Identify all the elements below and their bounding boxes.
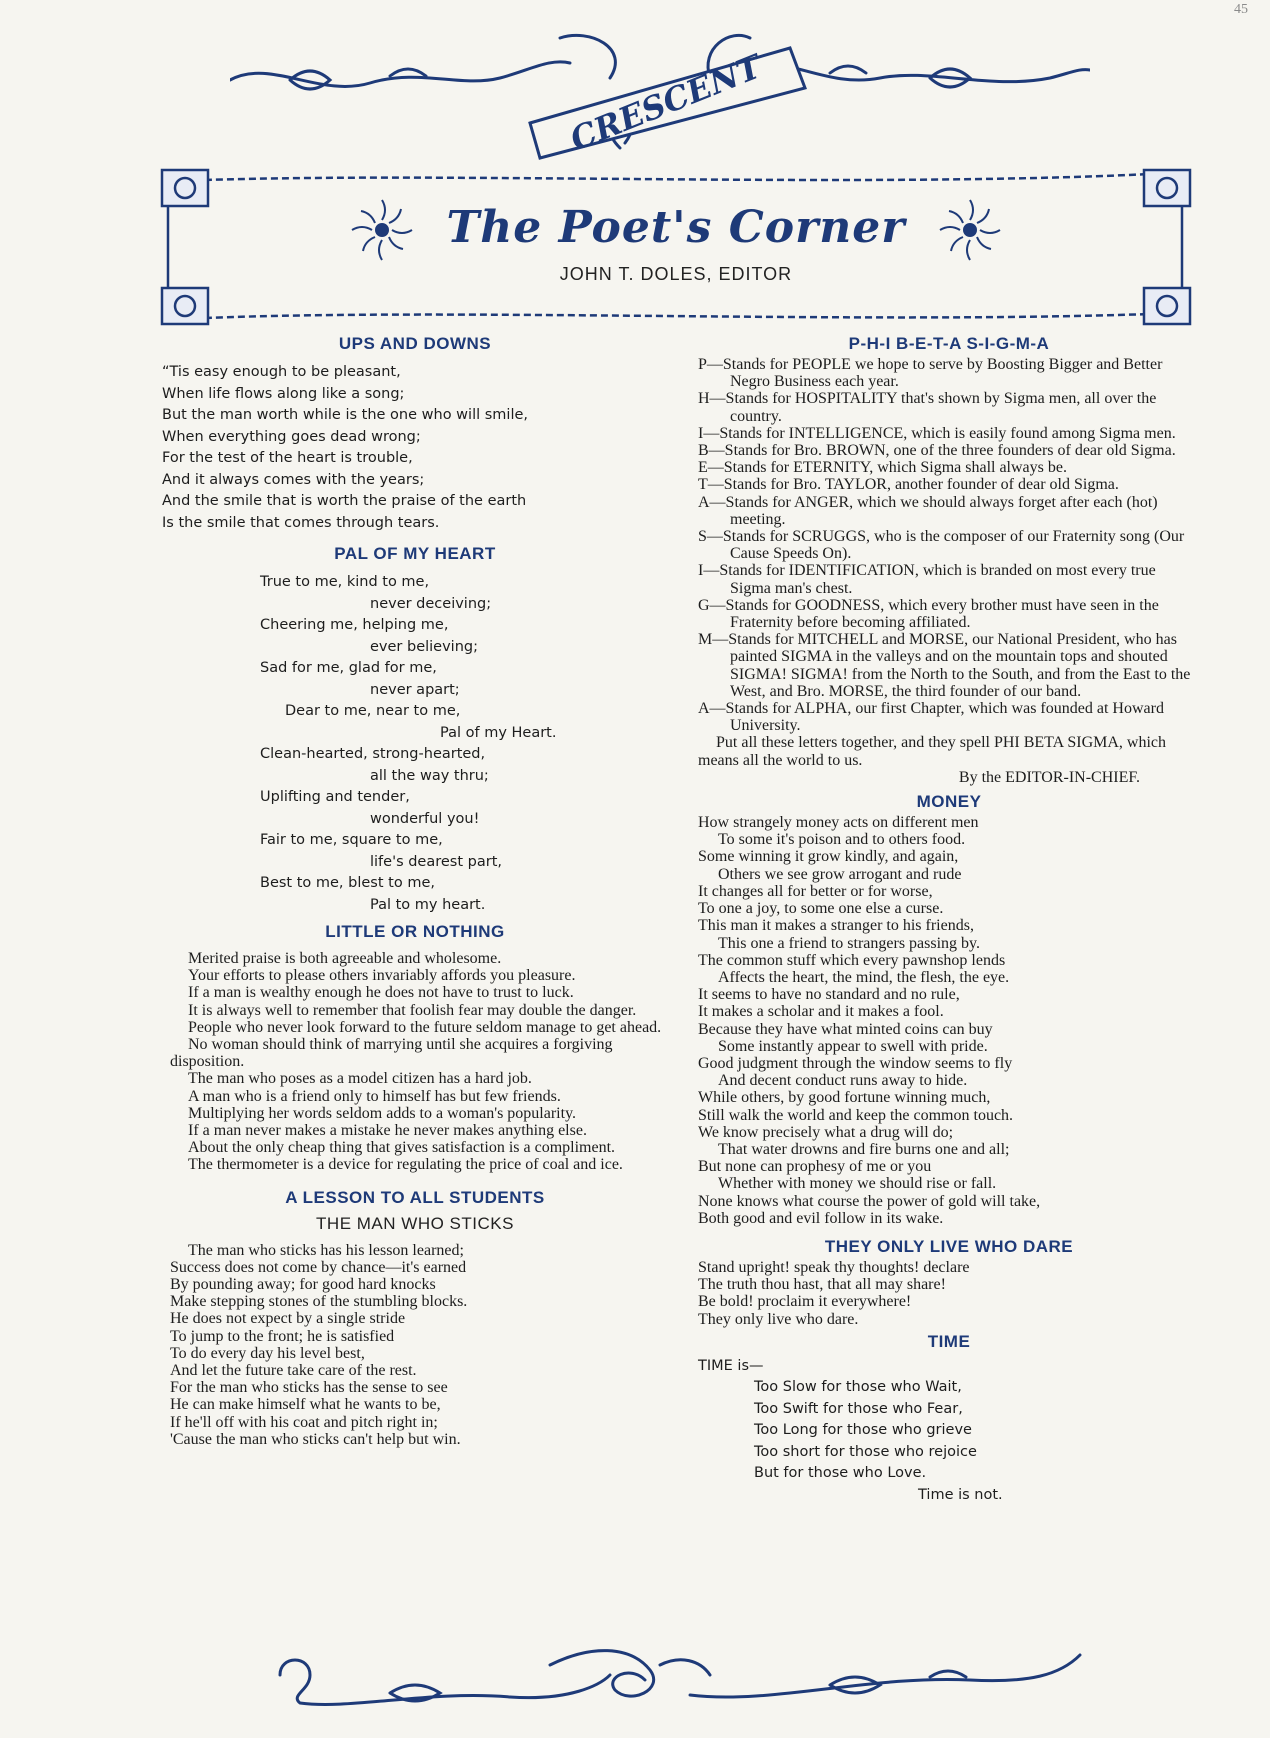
poem-line: True to me, kind to me, (260, 574, 430, 590)
poem-line: Make stepping stones of the stumbling blocks. (170, 1293, 468, 1311)
phi-beta-sigma-title: P-H-I B-E-T-A S-I-G-M-A (848, 334, 1050, 353)
page-number: 45 (1234, 2, 1248, 17)
poem-line: Still walk the world and keep the common touch. (698, 1106, 1014, 1124)
poem-line: By pounding away; for good hard knocks (170, 1276, 436, 1294)
poets-corner-banner (160, 168, 1192, 326)
poem-line: This one a friend to strangers passing by. (718, 934, 981, 952)
money-title: MONEY (916, 792, 982, 812)
little-or-nothing-paragraphs (160, 950, 670, 1174)
poem-line: Fair to me, square to me, (260, 832, 443, 848)
poem-line: Uplifting and tender, (260, 789, 410, 805)
poem-line: Be bold! proclaim it everywhere! (698, 1293, 912, 1311)
crescent-masthead-ornament (230, 18, 1090, 168)
poem-line: Because they have what minted coins can buy (698, 1020, 993, 1038)
poem-line: The common stuff which every pawnshop lends (698, 951, 1006, 969)
poem-line: He can make himself what he wants to be, (170, 1396, 441, 1414)
lesson-title: A LESSON TO ALL STUDENTS (285, 1187, 545, 1207)
lesson-poem (160, 1242, 670, 1448)
paragraph: People who never look forward to the future seldom manage to get ahead. (188, 1018, 662, 1036)
acrostic-entry: E—Stands for ETERNITY, which Sigma shall always be. (698, 459, 1067, 477)
poem-line: Good judgment through the window seems to fly (698, 1054, 1013, 1072)
acrostic-closing: Put all these letters together, and they spell PHI BETA SIGMA, which means all the world to us. (698, 734, 1167, 769)
acrostic-entry: I—Stands for INTELLIGENCE, which is easily found among Sigma men. (698, 424, 1176, 442)
poem-line: It seems to have no standard and no rule, (698, 986, 960, 1004)
acrostic-entry: B—Stands for Bro. BROWN, one of the three founders of dear old Sigma. (698, 442, 1176, 460)
poem-line: Dear to me, near to me, (285, 703, 461, 719)
paragraph: No woman should think of marrying until she acquires a forgiving disposition. (170, 1036, 613, 1071)
paragraph: The man who poses as a model citizen has a hard job. (188, 1070, 532, 1088)
poem-line: Too Swift for those who Fear, (754, 1400, 963, 1417)
ups-and-downs-title: UPS AND DOWNS (338, 334, 492, 353)
poem-line: Stand upright! speak thy thoughts! declare (698, 1258, 970, 1276)
poem-line: He does not expect by a single stride (170, 1310, 406, 1328)
poem-line: Some instantly appear to swell with pride. (718, 1037, 988, 1055)
poem-line: For the test of the heart is trouble, (162, 450, 413, 466)
poem-line: Some winning it grow kindly, and again, (698, 848, 959, 866)
svg-text:CRESCENT: CRESCENT (564, 47, 767, 159)
poem-line: Too short for those who rejoice (754, 1443, 977, 1460)
poem-line: When everything goes dead wrong; (162, 428, 421, 445)
ups-and-downs-poem (160, 362, 670, 534)
poem-line: The man who sticks has his lesson learned; (188, 1241, 464, 1259)
poem-line: For the man who sticks has the sense to see (170, 1379, 448, 1397)
poem-line: life's dearest part, (370, 853, 503, 870)
poem-line: never deceiving; (370, 595, 492, 612)
acrostic-entry: I—Stands for IDENTIFICATION, which is branded on most every true Sigma man's chest. (698, 562, 1156, 597)
poem-line: How strangely money acts on different men (698, 814, 979, 832)
poem-line: Affects the heart, the mind, the flesh, the eye. (718, 968, 1010, 986)
poem-line: But the man worth while is the one who will smile, (162, 407, 528, 423)
dare-poem (698, 1259, 1200, 1328)
poem-line: But none can prophesy of me or you (698, 1158, 932, 1176)
poem-line: We know precisely what a drug will do; (698, 1123, 954, 1141)
acrostic-entry: S—Stands for SCRUGGS, who is the composer of our Fraternity song (Our Cause Speeds On). (698, 528, 1185, 563)
time-title: TIME (927, 1331, 971, 1351)
poem-line: To some it's poison and to others food. (718, 831, 966, 849)
poem-line: It changes all for better or for worse, (698, 882, 933, 900)
poem-line: Is the smile that comes through tears. (162, 514, 440, 531)
acrostic-entry: P—Stands for PEOPLE we hope to serve by Boosting Bigger and Better Negro Business each year. (698, 356, 1163, 391)
poem-line: Best to me, blest to me, (260, 875, 435, 891)
paragraph: Your efforts to please others invariably affords you pleasure. (188, 967, 576, 985)
poem-line: When life flows along like a song; (162, 385, 405, 402)
poem-line: If he'll off with his coat and pitch right in; (170, 1413, 438, 1431)
paragraph: Multiplying her words seldom adds to a woman's popularity. (188, 1104, 577, 1122)
poem-line: TIME is— (698, 1357, 764, 1374)
poem-line: To do every day his level best, (170, 1344, 365, 1362)
poem-line: And let the future take care of the rest. (170, 1362, 417, 1380)
poem-line: 'Cause the man who sticks can't help but win. (170, 1430, 461, 1448)
acrostic-entry: G—Stands for GOODNESS, which every brother must have seen in the Fraternity before becoming affiliated. (698, 596, 1159, 632)
poem-line: This man it makes a stranger to his friends, (698, 917, 974, 935)
poem-line: Success does not come by chance—it's earned (170, 1258, 467, 1276)
paragraph: If a man is wealthy enough he does not have to trust to luck. (188, 984, 574, 1002)
poem-line: But for those who Love. (754, 1465, 927, 1482)
poem-line: all the way thru; (370, 767, 489, 784)
poem-line: Whether with money we should rise or fall. (718, 1175, 997, 1193)
acrostic-entry: A—Stands for ANGER, which we should always forget after each (hot) meeting. (698, 493, 1158, 528)
dare-title: THEY ONLY LIVE WHO DARE (824, 1236, 1074, 1256)
right-column (698, 334, 1200, 1506)
lesson-subtitle: THE MAN WHO STICKS (316, 1213, 514, 1233)
acrostic-entry: H—Stands for HOSPITALITY that's shown by Sigma men, all over the country. (698, 390, 1157, 425)
phi-beta-sigma-entries (698, 356, 1200, 786)
time-poem (698, 1356, 1200, 1507)
poem-line: Pal to my heart. (370, 896, 486, 913)
paragraph: The thermometer is a device for regulating the price of coal and ice. (188, 1156, 623, 1174)
poem-line: wonderful you! (370, 810, 480, 827)
poem-line: Clean-hearted, strong-hearted, (260, 746, 486, 762)
left-column (160, 334, 670, 1448)
poem-line: Others we see grow arrogant and rude (718, 865, 962, 883)
poem-line: The truth thou hast, that all may share! (698, 1276, 946, 1294)
acrostic-entry: T—Stands for Bro. TAYLOR, another founder of dear old Sigma. (698, 476, 1119, 494)
poem-line: Pal of my Heart. (440, 724, 557, 741)
poem-line: ever believing; (370, 638, 478, 655)
poem-line: While others, by good fortune winning much, (698, 1089, 991, 1107)
poem-line: To jump to the front; he is satisfied (170, 1327, 395, 1345)
paragraph: About the only cheap thing that gives satisfaction is a compliment. (188, 1139, 616, 1157)
pal-of-my-heart-poem (160, 572, 670, 916)
money-poem (698, 814, 1200, 1227)
pal-of-my-heart-title: PAL OF MY HEART (334, 544, 496, 563)
poem-line: Too Long for those who grieve (754, 1422, 972, 1439)
poem-line: To one a joy, to some one else a curse. (698, 900, 944, 918)
poem-line: Both good and evil follow in its wake. (698, 1209, 944, 1227)
little-or-nothing-title: LITTLE OR NOTHING (325, 922, 505, 941)
paragraph: If a man never makes a mistake he never makes anything else. (188, 1122, 587, 1140)
poem-line: That water drowns and fire burns one and all; (718, 1140, 1010, 1158)
poem-line: Cheering me, helping me, (260, 617, 449, 633)
poem-line: Time is not. (918, 1486, 1003, 1503)
poem-line: And the smile that is worth the praise of the earth (162, 493, 527, 509)
poem-line: never apart; (370, 681, 460, 698)
bottom-scroll-ornament (270, 1635, 1090, 1715)
poem-line: It makes a scholar and it makes a fool. (698, 1003, 944, 1021)
poem-line: None knows what course the power of gold will take, (698, 1192, 1041, 1210)
acrostic-entry: A—Stands for ALPHA, our first Chapter, which was founded at Howard University. (698, 700, 1164, 735)
banner-editor: JOHN T. DOLES, EDITOR (559, 264, 793, 284)
paragraph: It is always well to remember that foolish fear may double the danger. (188, 1001, 637, 1019)
acrostic-signature: By the EDITOR-IN-CHIEF. (958, 768, 1140, 786)
acrostic-entry: M—Stands for MITCHELL and MORSE, our National President, who has painted SIGMA in the valleys and on the mountain tops and shouted SIGMA! SIGMA! from the North to the South, and from the East to the West, and Bro. MORSE, the third founder of our band. (698, 631, 1191, 700)
poem-line: They only live who dare. (698, 1310, 859, 1328)
poem-line: Sad for me, glad for me, (260, 660, 437, 676)
poem-line: And decent conduct runs away to hide. (718, 1072, 968, 1090)
poem-line: And it always comes with the years; (162, 471, 425, 488)
paragraph: A man who is a friend only to himself has but few friends. (188, 1087, 561, 1105)
banner-title: The Poet's Corner (446, 202, 906, 253)
poem-line: “Tis easy enough to be pleasant, (162, 364, 401, 380)
poem-line: Too Slow for those who Wait, (754, 1379, 962, 1396)
paragraph: Merited praise is both agreeable and wholesome. (188, 950, 502, 967)
